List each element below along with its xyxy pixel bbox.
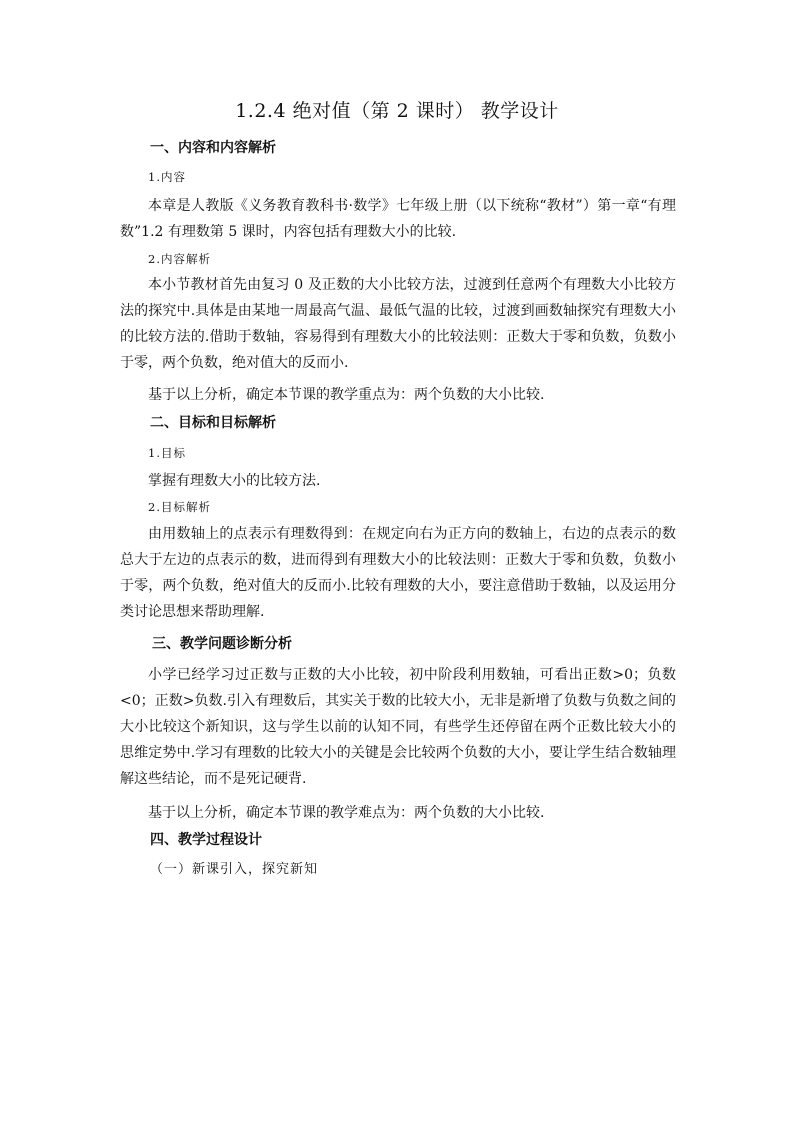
page-title: 1.2.4 绝对值（第 2 课时） 教学设计 <box>235 100 559 122</box>
section-heading-goals: 二、目标和目标解析 <box>150 415 276 431</box>
subheading-goals-analysis: 2.目标解析 <box>148 500 211 514</box>
paragraph-goals-analysis: 由用数轴上的点表示有理数得到：在规定向右为正方向的数轴上，右边的点表示的数总大于左边的点表示的数，进而得到有理数大小的比较法则：正数大于零和负数，负数小于零，两个负数，绝对值大的反而小.比较有理数的大小，要注意借助于数轴，以及运用分类讨论思想来帮助理解. <box>120 526 676 620</box>
paragraph-goals: 掌握有理数大小的比较方法. <box>148 473 321 489</box>
paragraph-diagnosis: 小学已经学习过正数与正数的大小比较，初中阶段利用数轴，可看出正数>0；负数<0；正数>负数.引入有理数后，其实关于数的比较大小，无非是新增了负数与负数之间的大小比较这个新知识，这与学生以前的认知不同，有些学生还停留在两个正数比较大小的思维定势中.学习有理数的比较大小的关键是会比较两个负数的大小，要让学生结合数轴理解这些结论，而不是死记硬背. <box>120 667 676 787</box>
paragraph-difficulty: 基于以上分析，确定本节课的教学难点为：两个负数的大小比较. <box>148 805 545 821</box>
paragraph-content: 本章是人教版《义务教育教科书·数学》七年级上册（以下统称“教材”）第一章“有理数”1.2 有理数第 5 课时，内容包括有理数大小的比较. <box>120 198 676 240</box>
subheading-intro: （一）新课引入，探究新知 <box>150 862 319 877</box>
section-heading-content: 一、内容和内容解析 <box>150 140 276 156</box>
subheading-goals: 1.目标 <box>148 446 186 460</box>
paragraph-key-point: 基于以上分析，确定本节课的教学重点为：两个负数的大小比较. <box>148 387 545 403</box>
subheading-content: 1.内容 <box>148 170 186 184</box>
subheading-content-analysis: 2.内容解析 <box>148 252 211 266</box>
paragraph-content-analysis: 本小节教材首先由复习 0 及正数的大小比较方法，过渡到任意两个有理数大小比较方法的探究中.具体是由某地一周最高气温、最低气温的比较，过渡到画数轴探究有理数大小的比较方法的.借助于数轴，容易得到有理数大小的比较法则：正数大于零和负数，负数小于零，两个负数，绝对值大的反而小. <box>120 277 676 371</box>
section-heading-process: 四、教学过程设计 <box>150 832 262 848</box>
section-heading-diagnosis: 三、教学问题诊断分析 <box>152 636 292 652</box>
